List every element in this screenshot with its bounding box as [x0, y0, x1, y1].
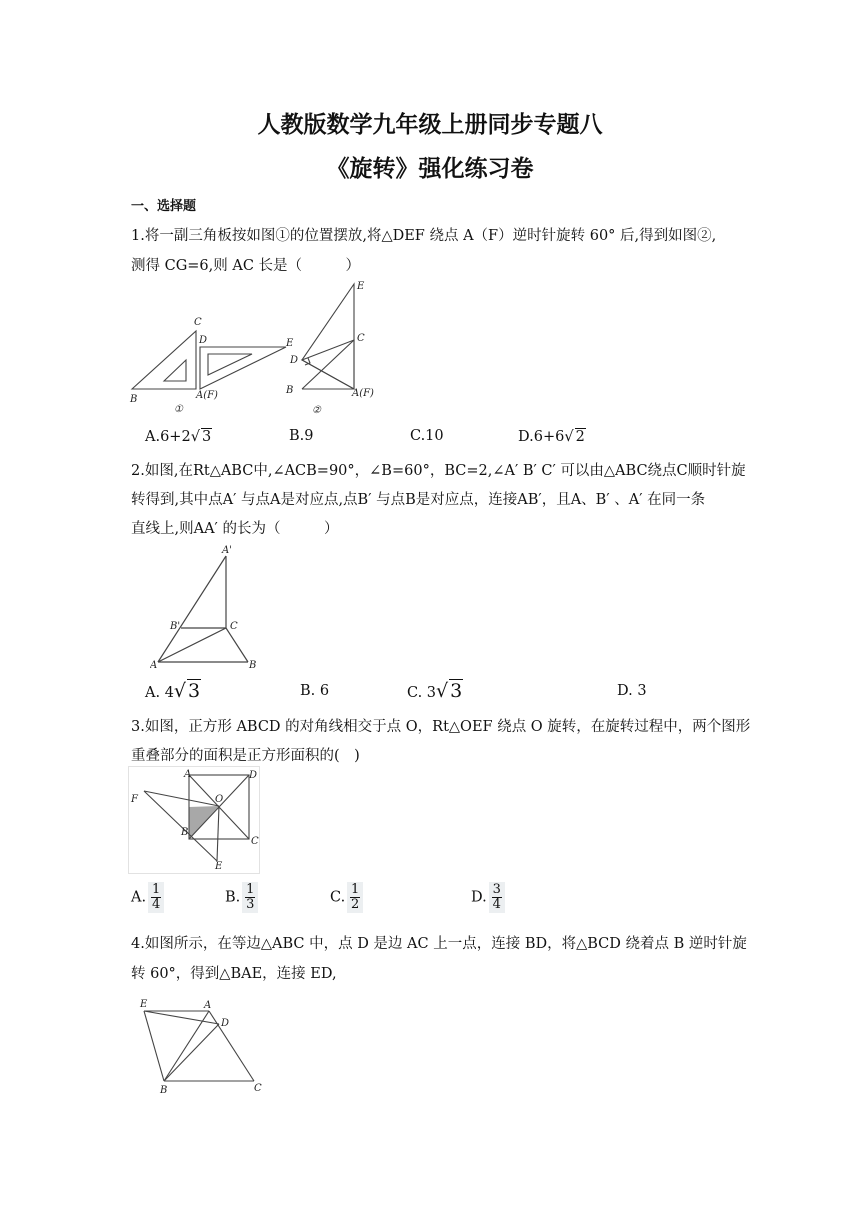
q3-option-b-text: B. — [225, 889, 241, 906]
q3-text-line2: 重叠部分的面积是正方形面积的( ) — [131, 748, 360, 764]
q1-label-d2: D — [290, 355, 299, 366]
q3-option-d[interactable] — [471, 882, 505, 913]
q3-option-d-text: D. — [471, 889, 487, 906]
q4-label-a: A — [204, 1000, 212, 1011]
q2-text-line2: 转得到,其中点A′ 与点A是对应点,点B′ 与点B是对应点，连接AB′，且A、B′ 、A′ 在同一条 — [131, 492, 706, 508]
q3-option-a[interactable] — [131, 882, 164, 913]
q2-label-b-prime: B' — [170, 621, 181, 632]
q3-option-b[interactable] — [225, 882, 258, 913]
q1-label-n1: ① — [174, 404, 183, 415]
q4-text-line2: 转 60°，得到△BAE，连接 ED, — [131, 966, 337, 982]
q4-label-d: D — [221, 1018, 230, 1029]
q1-option-a-text: A.6+2 — [145, 429, 191, 445]
q1-figure-2 — [302, 284, 354, 389]
q3-option-c-text: C. — [330, 889, 346, 906]
q1-label-b1: B — [130, 394, 138, 405]
q3-label-a: A — [184, 769, 192, 780]
q1-figure-1 — [132, 331, 286, 389]
sqrt-symbol: √ 2 — [564, 429, 585, 445]
q2-option-b[interactable]: B. 6 — [300, 683, 330, 699]
q3-label-e: E — [215, 861, 223, 872]
q4-label-b: B — [160, 1085, 168, 1096]
q1-label-n2: ② — [312, 405, 321, 416]
q1-option-d[interactable] — [518, 428, 586, 445]
q3-label-o: O — [215, 794, 224, 805]
q3-figure — [128, 766, 260, 874]
fraction: $\frac{3}{4}$ — [489, 882, 505, 913]
sqrt-symbol: √ 3 — [173, 680, 201, 702]
q1-label-b2: B — [286, 385, 294, 396]
q1-label-d1: D — [199, 335, 208, 346]
q2-option-c-text: C. 3 — [407, 685, 437, 701]
q3-label-c: C — [251, 836, 259, 847]
q3-option-a-text: A. — [131, 889, 147, 906]
q1-text-line1: 1.将一副三角板按如图①的位置摆放,将△DEF 绕点 A（F）逆时针旋转 60° 后,得到如图②, — [131, 228, 717, 244]
document-subtitle: 《旋转》强化练习卷 — [326, 156, 534, 182]
q2-label-b: B — [249, 660, 257, 670]
q2-text-line3: 直线上,则AA′ 的长为（ ） — [131, 521, 339, 537]
q3-option-c[interactable] — [330, 882, 363, 913]
q3-text-line1: 3.如图，正方形 ABCD 的对角线相交于点 O，Rt△OEF 绕点 O 旋转，在旋转过程中，两个图形 — [131, 719, 751, 735]
q1-option-b[interactable]: B.9 — [289, 428, 314, 444]
q3-label-d: D — [249, 770, 258, 781]
q1-option-c[interactable]: C.10 — [410, 428, 444, 444]
q2-label-a: A — [150, 660, 158, 670]
q2-option-a-text: A. 4 — [145, 685, 174, 701]
q1-figure — [128, 280, 388, 416]
q1-label-c2: C — [357, 333, 365, 344]
q2-option-c[interactable] — [407, 679, 463, 702]
sqrt-symbol: √ 3 — [436, 680, 463, 702]
q1-label-af1: A(F) — [196, 390, 218, 401]
q1-option-d-text: D.6+6 — [518, 429, 565, 445]
q4-label-e: E — [140, 999, 148, 1010]
q2-label-a-prime: A' — [222, 545, 232, 556]
fraction: $\frac{1}{3}$ — [242, 882, 258, 913]
q3-label-b: B — [181, 827, 189, 838]
q2-option-d[interactable]: D. 3 — [617, 683, 647, 699]
q2-label-c: C — [230, 621, 238, 632]
document-title: 人教版数学九年级上册同步专题八 — [257, 112, 603, 138]
q1-text-line2: 测得 CG=6,则 AC 长是（ ） — [131, 258, 361, 274]
q2-option-a[interactable] — [145, 679, 201, 702]
q3-label-f: F — [131, 794, 138, 805]
q4-label-c: C — [254, 1083, 262, 1094]
section-heading: 一、选择题 — [131, 199, 197, 214]
q2-figure — [150, 540, 262, 670]
q1-label-e2: E — [357, 281, 365, 292]
q4-figure — [134, 996, 268, 1096]
q2-text-line1: 2.如图,在Rt△ABC中,∠ACB=90°，∠B=60°，BC=2,∠A′ B′ C′ 可以由△ABC绕点C顺时针旋 — [131, 463, 746, 479]
q1-option-a[interactable] — [145, 428, 212, 445]
sqrt-symbol: √ 3 — [190, 429, 212, 445]
fraction: $\frac{1}{4}$ — [148, 882, 164, 913]
q1-label-e1: E — [286, 338, 294, 349]
q1-label-af2: A(F) — [352, 388, 374, 399]
q1-label-c1: C — [194, 317, 202, 328]
fraction: $\frac{1}{2}$ — [347, 882, 363, 913]
q4-text-line1: 4.如图所示，在等边△ABC 中，点 D 是边 AC 上一点，连接 BD，将△BCD 绕着点 B 逆时针旋 — [131, 936, 747, 952]
